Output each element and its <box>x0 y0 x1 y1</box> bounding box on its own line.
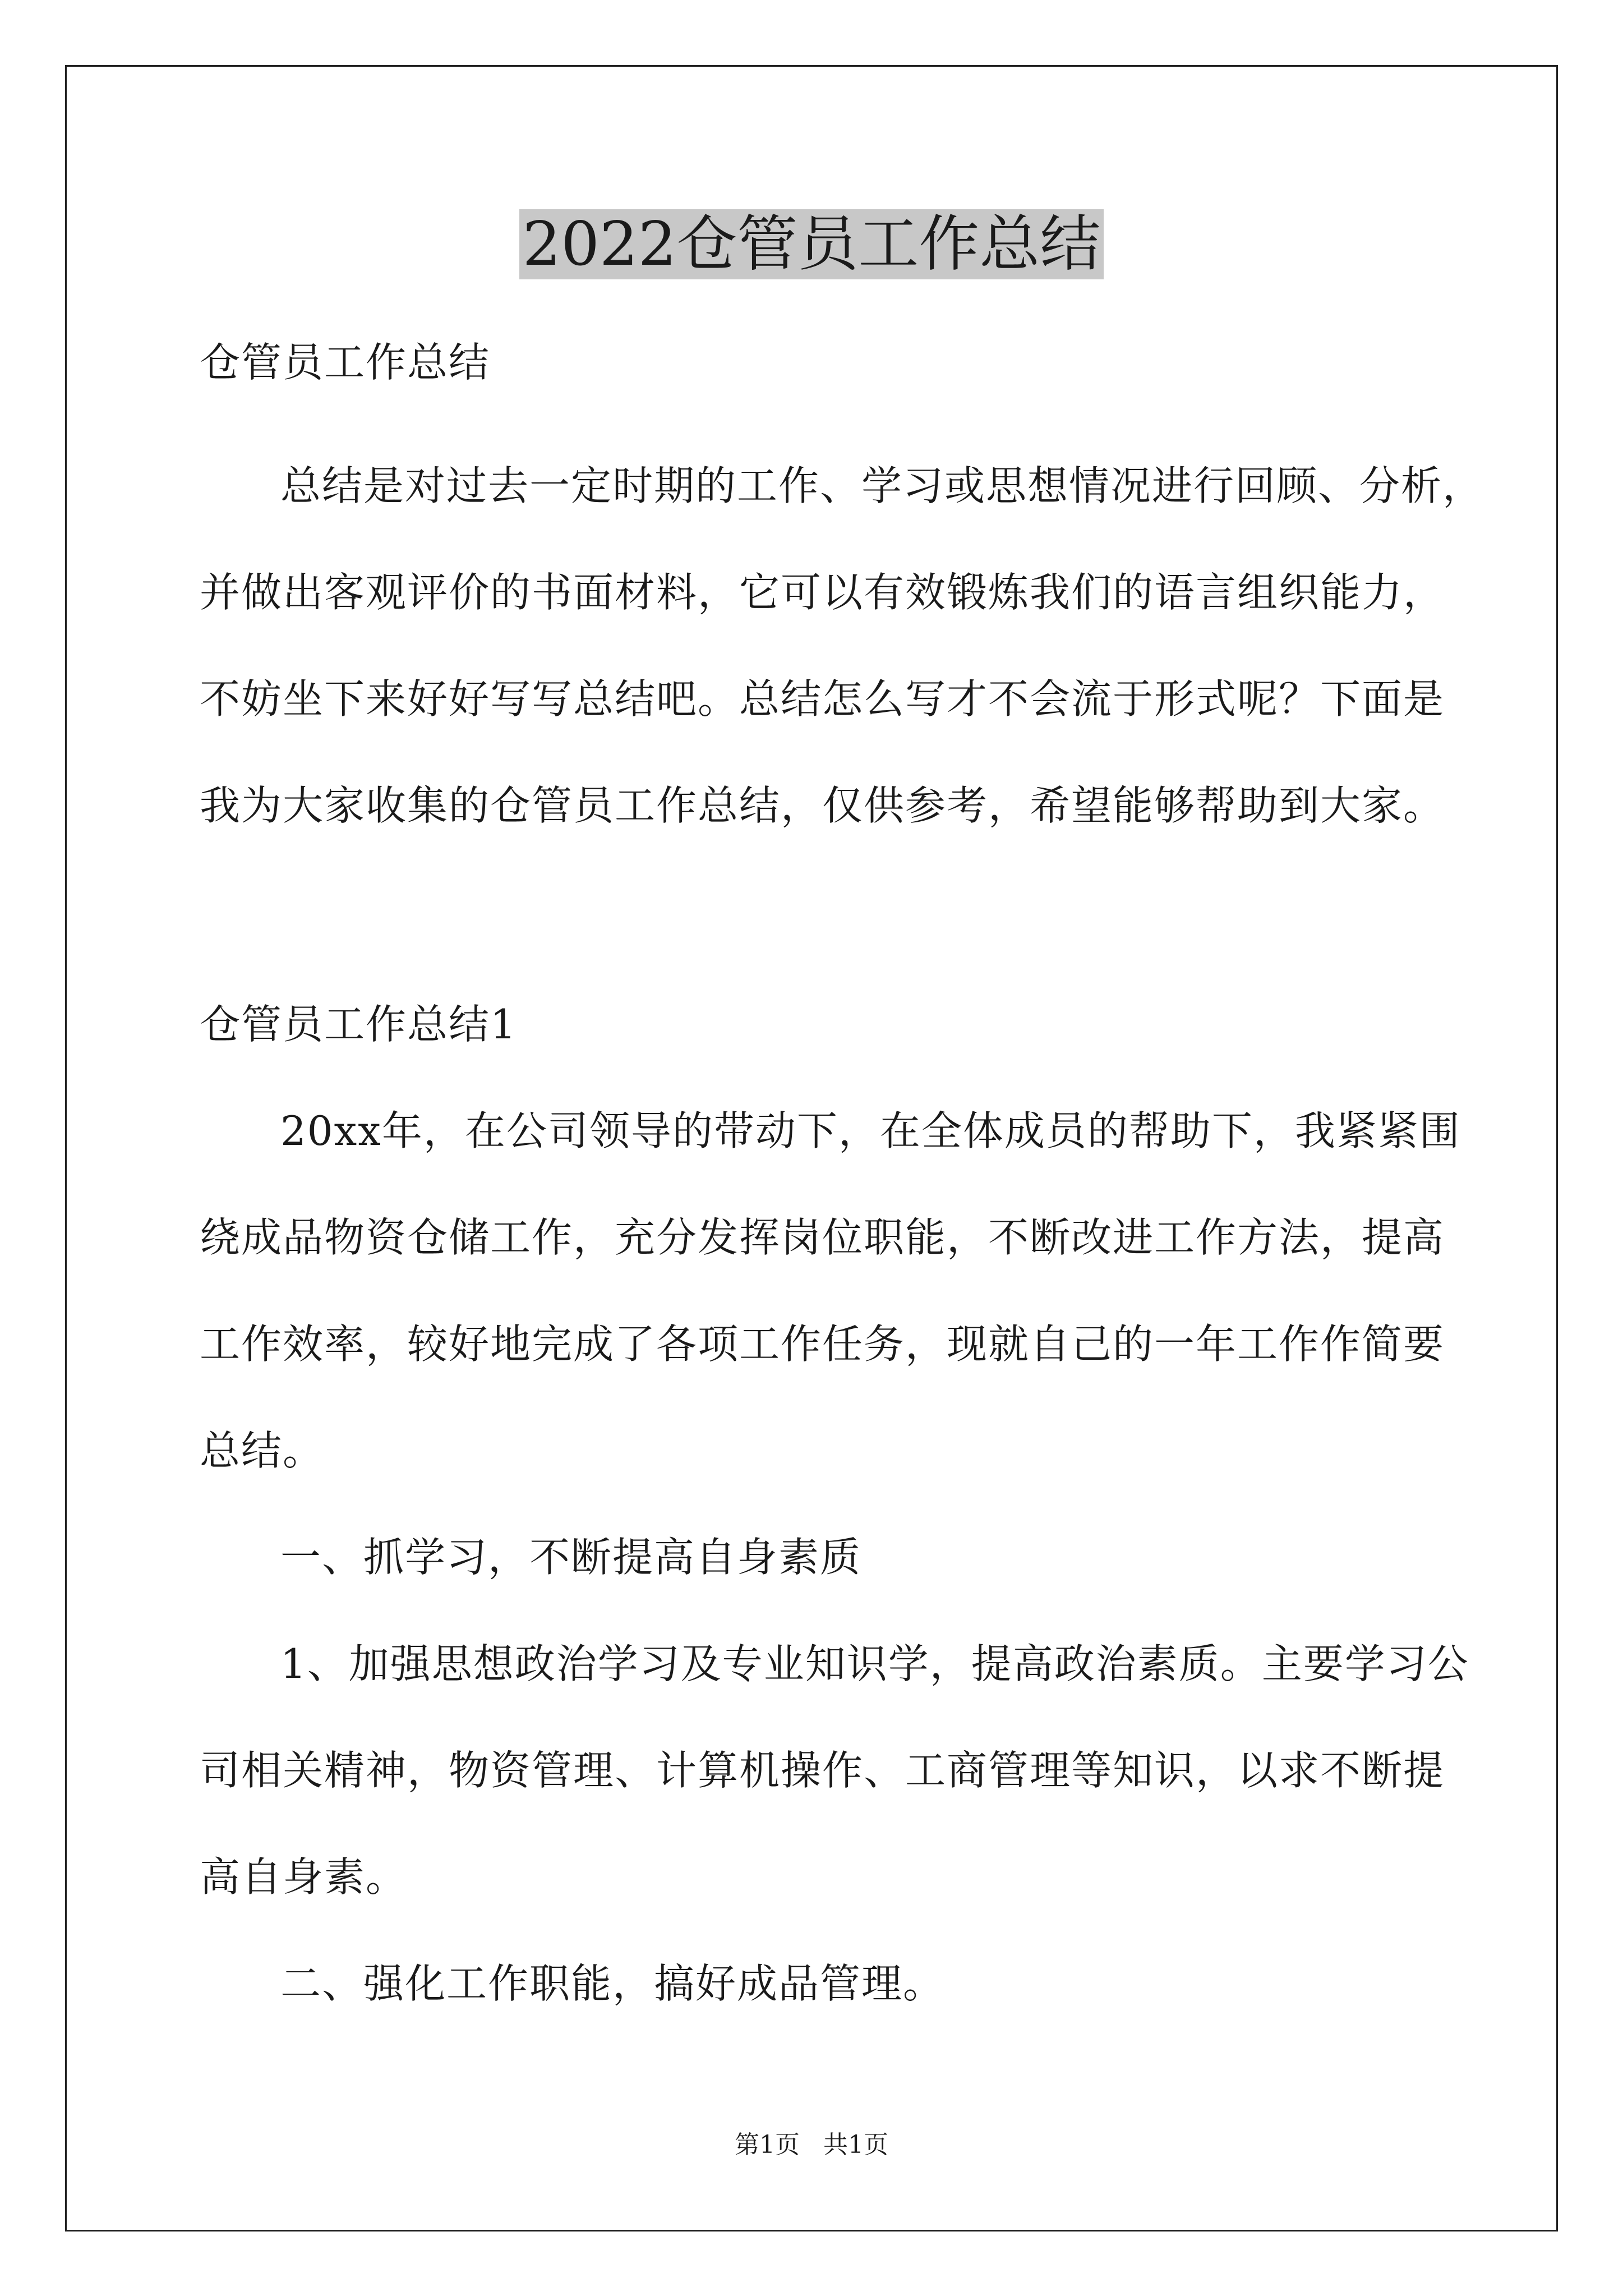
paragraph-line: 绕成品物资仓储工作，充分发挥岗位职能，不断改进工作方法，提高 <box>200 1214 1445 1261</box>
paragraph-line: 高自身素。 <box>200 1853 408 1901</box>
paragraph-line: 1、加强思想政治学习及专业知识学，提高政治素质。主要学习公 <box>280 1640 1469 1687</box>
page-total: 共1页 <box>823 2131 888 2159</box>
document-title <box>0 205 1623 284</box>
paragraph-line: 并做出客观评价的书面材料，它可以有效锻炼我们的语言组织能力， <box>200 569 1445 616</box>
document-title-text: 2022仓管员工作总结 <box>519 209 1104 279</box>
paragraph-line: 总结。 <box>200 1427 325 1474</box>
paragraph-line: 司相关精神，物资管理、计算机操作、工商管理等知识，以求不断提 <box>200 1747 1445 1794</box>
page-number: 第1页 <box>735 2131 800 2159</box>
paragraph-line: 20xx年，在公司领导的带动下，在全体成员的帮助下，我紧紧围 <box>280 1107 1461 1154</box>
subheading: 二、强化工作职能，搞好成品管理。 <box>280 1960 945 2007</box>
subheading: 一、抓学习，不断提高自身素质 <box>280 1534 862 1581</box>
section-heading: 仓管员工作总结 <box>200 339 491 386</box>
section-heading: 仓管员工作总结1 <box>200 1001 517 1048</box>
paragraph-line: 不妨坐下来好好写写总结吧。总结怎么写才不会流于形式呢？下面是 <box>200 675 1445 723</box>
page-footer <box>0 2128 1623 2162</box>
paragraph-line: 我为大家收集的仓管员工作总结，仅供参考，希望能够帮助到大家。 <box>200 782 1445 829</box>
paragraph-line: 总结是对过去一定时期的工作、学习或思想情况进行回顾、分析， <box>280 462 1484 509</box>
paragraph-line: 工作效率，较好地完成了各项工作任务，现就自己的一年工作作简要 <box>200 1320 1445 1368</box>
